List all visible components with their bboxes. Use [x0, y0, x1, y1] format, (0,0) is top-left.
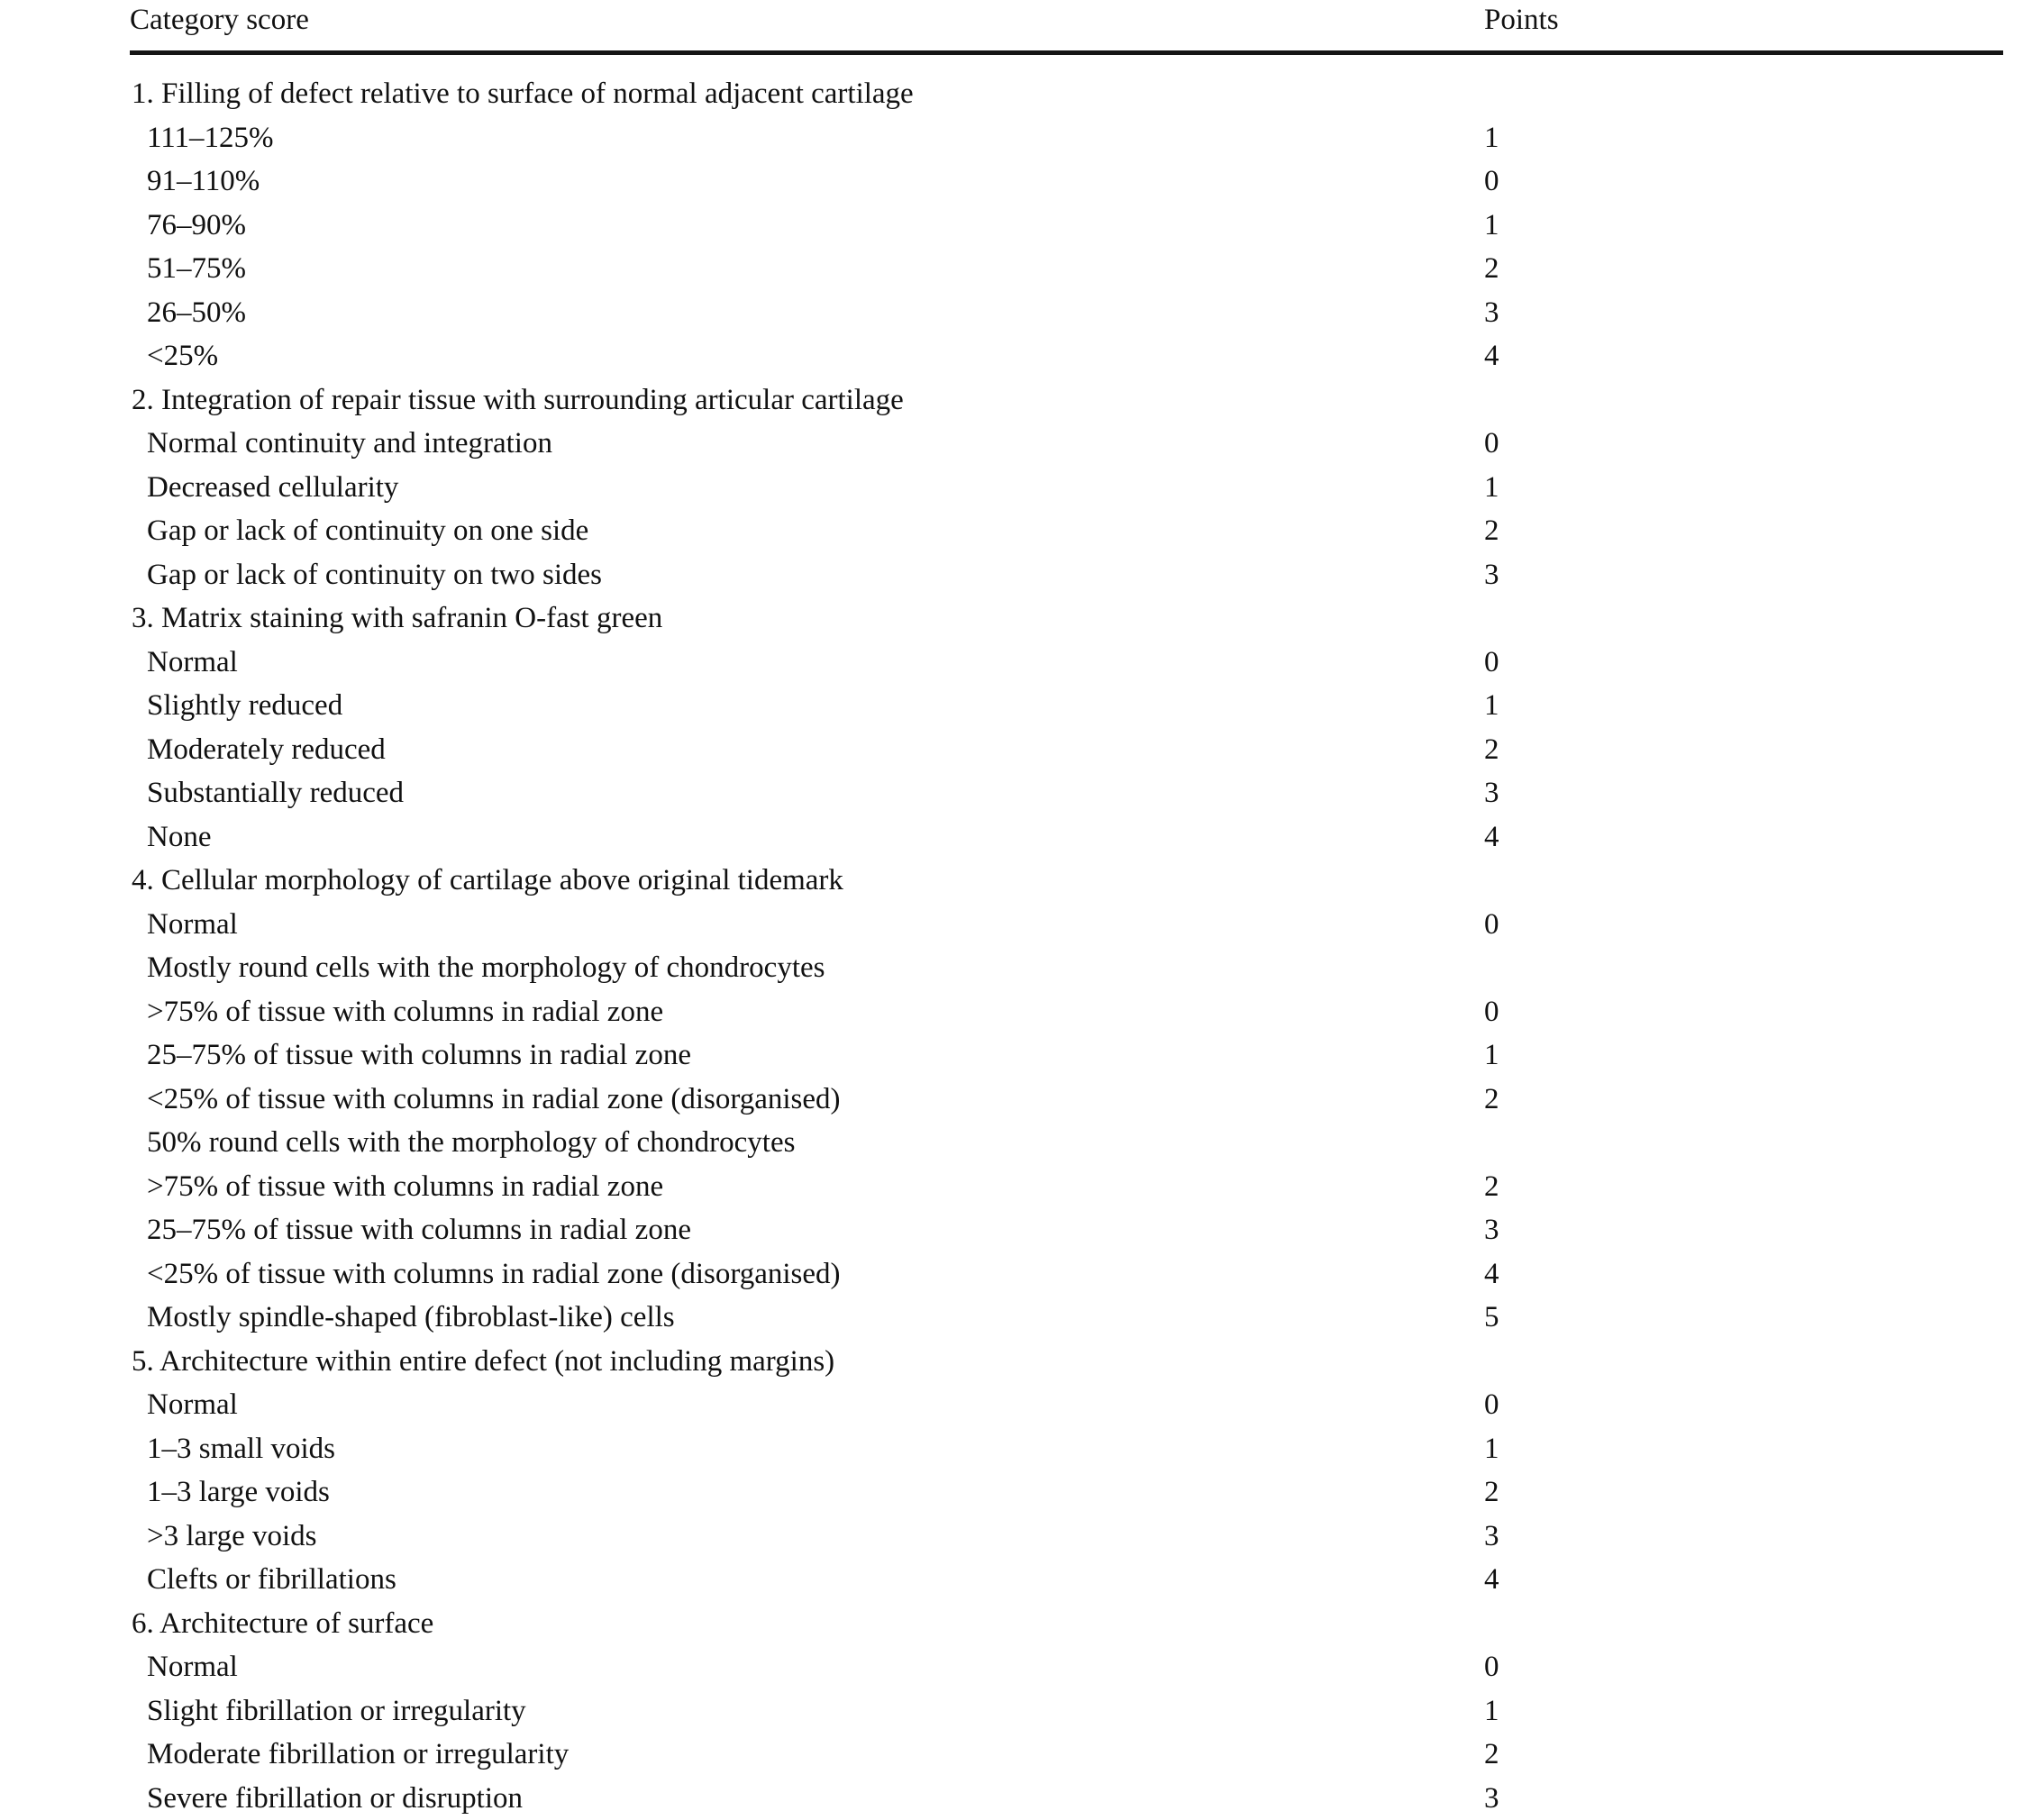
criterion-label: 76–90% — [147, 204, 246, 248]
column-header-points: Points — [1484, 0, 1559, 42]
criterion-label: >75% of tissue with columns in radial zone — [147, 990, 663, 1034]
table-row — [0, 553, 2023, 597]
criterion-label: 26–50% — [147, 291, 246, 335]
criterion-label: <25% of tissue with columns in radial zone (disorganised) — [147, 1252, 841, 1297]
criterion-label: 25–75% of tissue with columns in radial zone — [147, 1208, 691, 1252]
points-value: 0 — [1484, 159, 1499, 204]
criterion-label: <25% of tissue with columns in radial zone (disorganised) — [147, 1078, 841, 1122]
section-header-row — [0, 72, 2023, 116]
table-row — [0, 641, 2023, 685]
points-value: 2 — [1484, 509, 1499, 553]
table-row — [0, 815, 2023, 860]
criterion-label: Clefts or fibrillations — [147, 1558, 396, 1602]
criterion-label: Normal — [147, 641, 238, 685]
points-value: 1 — [1484, 1689, 1499, 1734]
points-value: 0 — [1484, 1645, 1499, 1689]
table-row — [0, 728, 2023, 772]
points-value: 3 — [1484, 1515, 1499, 1559]
table-body — [0, 72, 2023, 1820]
table-row — [0, 1208, 2023, 1252]
criterion-label: <25% — [147, 334, 218, 378]
table-row — [0, 466, 2023, 510]
points-value: 2 — [1484, 1078, 1499, 1122]
section-label: 5. Architecture within entire defect (not including margins) — [132, 1340, 834, 1384]
points-value: 5 — [1484, 1296, 1499, 1340]
criterion-label: Normal — [147, 1383, 238, 1427]
criterion-label: 25–75% of tissue with columns in radial zone — [147, 1033, 691, 1078]
points-value: 3 — [1484, 1777, 1499, 1820]
criterion-label: 91–110% — [147, 159, 260, 204]
table-row — [0, 116, 2023, 160]
points-value: 3 — [1484, 1208, 1499, 1252]
section-header-row — [0, 1340, 2023, 1384]
criterion-label: >75% of tissue with columns in radial zone — [147, 1165, 663, 1209]
criterion-label: Substantially reduced — [147, 771, 404, 815]
table-row — [0, 247, 2023, 291]
criterion-label: 1–3 small voids — [147, 1427, 335, 1471]
points-value: 2 — [1484, 1470, 1499, 1515]
criterion-label: Moderately reduced — [147, 728, 386, 772]
section-label: 1. Filling of defect relative to surface of normal adjacent cartilage — [132, 72, 914, 116]
criterion-label: Normal — [147, 903, 238, 947]
points-value: 2 — [1484, 728, 1499, 772]
table-row — [0, 1121, 2023, 1165]
table-row — [0, 159, 2023, 204]
section-header-row — [0, 1602, 2023, 1646]
section-header-row — [0, 596, 2023, 641]
points-value: 3 — [1484, 553, 1499, 597]
table-row — [0, 903, 2023, 947]
header-rule-divider — [130, 50, 2003, 55]
points-value: 0 — [1484, 641, 1499, 685]
criterion-label: >3 large voids — [147, 1515, 316, 1559]
table-row — [0, 1383, 2023, 1427]
table-row — [0, 1777, 2023, 1820]
table-row — [0, 1427, 2023, 1471]
points-value: 1 — [1484, 466, 1499, 510]
table-row — [0, 1033, 2023, 1078]
table-row — [0, 1689, 2023, 1734]
table-row — [0, 990, 2023, 1034]
table-row — [0, 1252, 2023, 1297]
points-value: 1 — [1484, 204, 1499, 248]
criterion-label: None — [147, 815, 211, 860]
criterion-label: Decreased cellularity — [147, 466, 398, 510]
section-label: 6. Architecture of surface — [132, 1602, 433, 1646]
points-value: 1 — [1484, 1427, 1499, 1471]
table-row — [0, 291, 2023, 335]
criterion-label: 50% round cells with the morphology of chondrocytes — [147, 1121, 795, 1165]
criterion-label: Slightly reduced — [147, 684, 342, 728]
table-row — [0, 1296, 2023, 1340]
section-header-row — [0, 859, 2023, 903]
points-value: 1 — [1484, 116, 1499, 160]
criterion-label: 51–75% — [147, 247, 246, 291]
section-label: 2. Integration of repair tissue with surrounding articular cartilage — [132, 378, 904, 423]
points-value: 0 — [1484, 990, 1499, 1034]
criterion-label: Slight fibrillation or irregularity — [147, 1689, 526, 1734]
section-header-row — [0, 378, 2023, 423]
points-value: 1 — [1484, 684, 1499, 728]
criterion-label: Mostly spindle-shaped (fibroblast-like) cells — [147, 1296, 675, 1340]
points-value: 0 — [1484, 903, 1499, 947]
table-row — [0, 1515, 2023, 1559]
criterion-label: Mostly round cells with the morphology of chondrocytes — [147, 946, 825, 990]
points-value: 2 — [1484, 247, 1499, 291]
points-value: 3 — [1484, 291, 1499, 335]
table-row — [0, 1470, 2023, 1515]
criterion-label: Normal — [147, 1645, 238, 1689]
criterion-label: Normal continuity and integration — [147, 422, 552, 466]
table-row — [0, 1645, 2023, 1689]
table-row — [0, 684, 2023, 728]
criterion-label: Moderate fibrillation or irregularity — [147, 1733, 569, 1777]
points-value: 4 — [1484, 1558, 1499, 1602]
criterion-label: Gap or lack of continuity on two sides — [147, 553, 602, 597]
points-value: 4 — [1484, 334, 1499, 378]
table-row — [0, 1558, 2023, 1602]
points-value: 0 — [1484, 422, 1499, 466]
criterion-label: 1–3 large voids — [147, 1470, 330, 1515]
table-row — [0, 334, 2023, 378]
criterion-label: Severe fibrillation or disruption — [147, 1777, 523, 1820]
points-value: 4 — [1484, 1252, 1499, 1297]
column-header-category-score: Category score — [130, 0, 309, 42]
table-row — [0, 946, 2023, 990]
points-value: 3 — [1484, 771, 1499, 815]
criterion-label: Gap or lack of continuity on one side — [147, 509, 588, 553]
section-label: 4. Cellular morphology of cartilage above original tidemark — [132, 859, 843, 903]
table-row — [0, 771, 2023, 815]
table-row — [0, 204, 2023, 248]
table-row — [0, 509, 2023, 553]
points-value: 0 — [1484, 1383, 1499, 1427]
table-row — [0, 1733, 2023, 1777]
points-value: 1 — [1484, 1033, 1499, 1078]
points-value: 4 — [1484, 815, 1499, 860]
points-value: 2 — [1484, 1165, 1499, 1209]
table-row — [0, 1078, 2023, 1122]
table-row — [0, 1165, 2023, 1209]
criterion-label: 111–125% — [147, 116, 274, 160]
points-value: 2 — [1484, 1733, 1499, 1777]
table-row — [0, 422, 2023, 466]
section-label: 3. Matrix staining with safranin O-fast green — [132, 596, 662, 641]
